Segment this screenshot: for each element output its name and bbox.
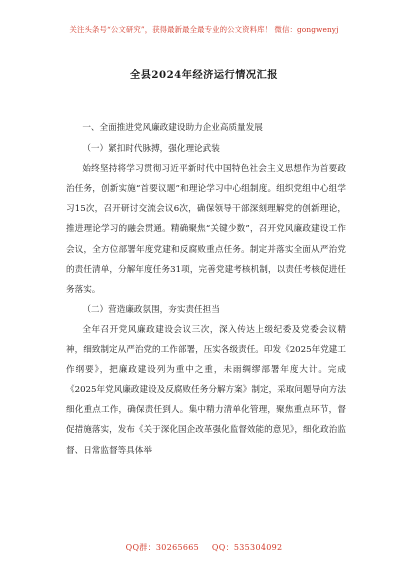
subsection-heading-2: （二）营造廉政氛围，夯实责任担当 [82, 304, 220, 315]
document-title: 全县2024年经济运行情况汇报 [130, 69, 278, 81]
subsection-heading-1: （一）紧扣时代脉搏，强化理论武装 [82, 144, 220, 155]
paragraph-2: 全年召开党风廉政建设会议三次，深入传达上级纪委及党委会议精神，细致制定从严治党的工作部署，压实各级责任。印发《2025年党建工作纲要》，把廉政建设列为重中之重，未雨绸缪部署年度大计。完成《2025年党风廉政建设及反腐败任务分解方案》制定，采取问题导向方法细化重点工作，确保责任到人。集中精力清单化管理，聚焦重点环节，督促措施落实，发布《关于深化国企改革强化监督效能的意见》，细化政治监督、日常监督等具体举 [66, 324, 346, 456]
section-heading-1: 一、全面推进党风廉政建设助力企业高质量发展 [82, 123, 263, 133]
footer-qq: QQ：535304092 [211, 543, 283, 552]
footer-qq-group: QQ群：30265665 [125, 543, 200, 552]
header-note: 关注头条号“公文研究”，获得最新最全最专业的公文资料库！ 微信：gongwenyj [69, 25, 339, 34]
document-body [66, 118, 346, 461]
paragraph-1: 始终坚持将学习贯彻习近平新时代中国特色社会主义思想作为首要政治任务，创新实施“首要议题”和理论学习中心组制度。组织党组中心组学习15次，召开研讨交流会议6次，确保领导干部深刻理解党的创新理论，推进理论学习的融会贯通。精确聚焦“关键少数”，召开党风廉政建设工作会议，全方位部署年度党建和反腐败重点任务。制定并落实全面从严治党的责任清单，分解年度任务31项，完善党建考核机制，以责任考核促进任务落实。 [66, 164, 346, 295]
footer-contact [0, 542, 408, 553]
